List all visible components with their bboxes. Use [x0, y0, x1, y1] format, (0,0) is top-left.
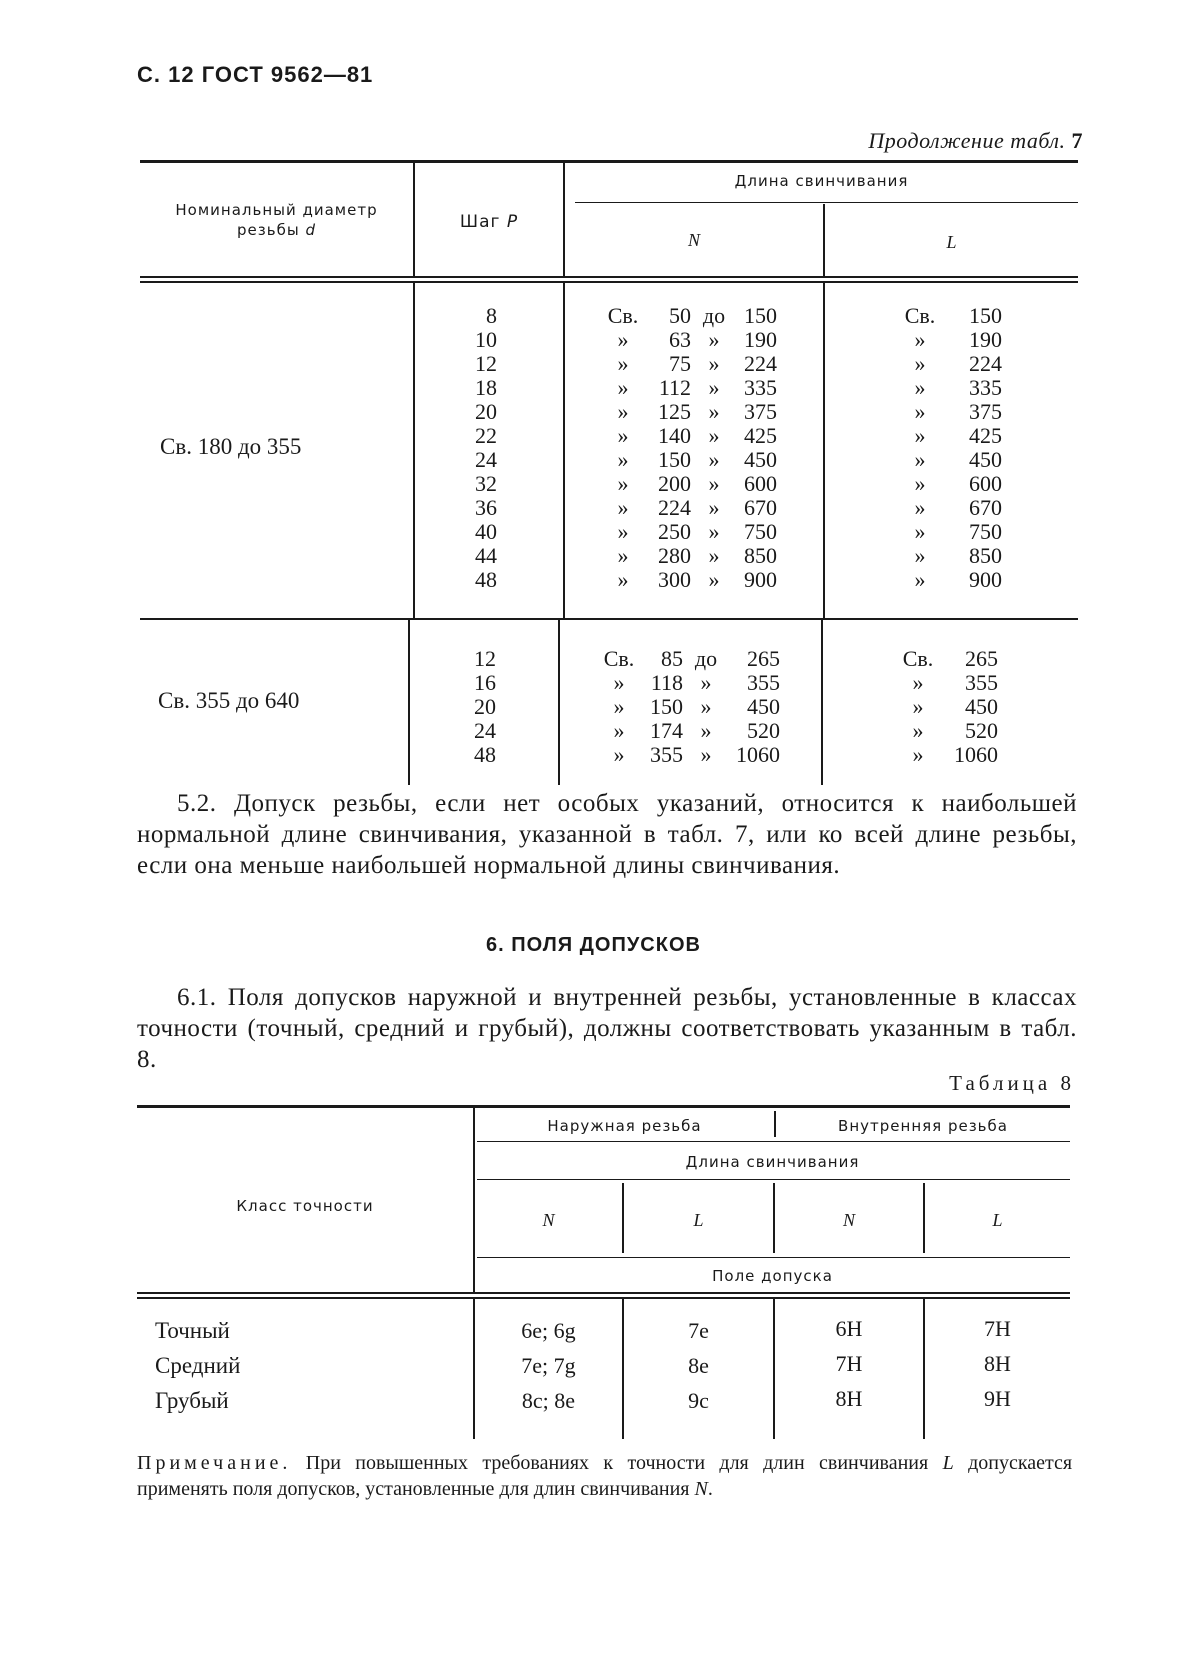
table8-header-inner: Внутренняя резьба	[838, 1117, 1008, 1135]
group2-l-prefix-cell: »	[912, 670, 924, 695]
group1-n-to-cell: 190	[744, 327, 777, 352]
group1-n-to-cell: 670	[744, 495, 777, 520]
group1-pitch-cell: 32	[475, 471, 497, 496]
group2-n-prefix-cell: »	[613, 670, 625, 695]
table8-row1-inner-l: 7H	[984, 1316, 1011, 1341]
group1-n-to-cell: 335	[744, 375, 777, 400]
table7-vrule-1c	[408, 620, 410, 785]
group1-pitch-cell: 24	[475, 447, 497, 472]
table7-head-rule-1	[140, 276, 1078, 278]
table7-header-n: N	[687, 230, 700, 250]
table8-row2-inner-n: 7H	[835, 1351, 863, 1376]
group1-l-value-cell: 150	[969, 303, 1002, 328]
group1-n-prefix-cell: »	[617, 399, 629, 424]
table8-row2-class: Средний	[155, 1353, 241, 1378]
group1-l-value-cell: 850	[969, 543, 1002, 568]
group1-n-sep-cell: »	[708, 399, 720, 424]
page-header: С. 12 ГОСТ 9562—81	[137, 62, 374, 87]
group2-n-sep-cell: »	[700, 742, 712, 767]
group1-l-prefix-cell: »	[914, 495, 926, 520]
group1-n-to-cell: 150	[744, 303, 777, 328]
group2-pitch-cell: 12	[474, 646, 496, 671]
group2-n-to-cell: 450	[747, 694, 780, 719]
group2-n-to-cell: 355	[747, 670, 780, 695]
table8-caption: Таблица 8	[949, 1071, 1075, 1095]
group1-n-prefix-cell: »	[617, 495, 629, 520]
header-diameter-line1: Номинальный диаметр	[175, 201, 378, 219]
table7-head-rule-2	[140, 281, 1078, 283]
table8-header-inner-l: L	[992, 1210, 1003, 1230]
group1-n-sep-cell: »	[708, 447, 720, 472]
group2-n-from-cell: 150	[650, 694, 683, 719]
group1-n-from-cell: 75	[669, 351, 691, 376]
group2-n-prefix-cell: »	[613, 742, 625, 767]
table7-top-rule	[140, 160, 1078, 163]
group2-l-prefix-cell: »	[912, 694, 924, 719]
group1-n-from-cell: 150	[658, 447, 691, 472]
group1-l-value-cell: 450	[969, 447, 1002, 472]
table8-row1-outer-l: 7e	[688, 1318, 709, 1343]
table8-row1-class: Точный	[155, 1318, 230, 1343]
group1-n-prefix-cell: »	[617, 519, 629, 544]
group2-pitch-cell: 48	[474, 742, 496, 767]
group2-l-value-cell: 355	[965, 670, 998, 695]
table8-note	[137, 1450, 1072, 1502]
group1-n-from-cell: 63	[669, 327, 691, 352]
group1-l-prefix-cell: »	[914, 327, 926, 352]
group2-l-prefix-column	[893, 647, 943, 767]
group1-n-to-cell: 600	[744, 471, 777, 496]
group1-pitch-cell: 44	[475, 543, 497, 568]
group1-l-prefix-cell: »	[914, 423, 926, 448]
table7-vrule-2b	[563, 283, 565, 618]
group1-pitch-cell: 8	[486, 303, 497, 328]
table8-rule-3	[477, 1179, 1070, 1180]
group1-diameter: Св. 180 до 355	[160, 434, 302, 459]
group2-diameter: Св. 355 до 640	[158, 688, 300, 713]
table8-row1-outer-n: 6e; 6g	[521, 1318, 576, 1343]
group2-l-value-cell: 520	[965, 718, 998, 743]
table8-row3-outer-l: 9c	[688, 1388, 709, 1413]
group2-n-sep-cell: »	[700, 670, 712, 695]
group2-n-sep-column	[685, 647, 727, 767]
group1-pitch-column	[440, 304, 497, 592]
table7-continuation	[868, 128, 1083, 154]
group2-l-value-cell: 1060	[954, 742, 998, 767]
group2-n-from-cell: 118	[650, 670, 683, 695]
group1-l-value-cell: 375	[969, 399, 1002, 424]
header-diameter-word: резьбы	[237, 221, 300, 239]
paragraph-6-1-text: 6.1. Поля допусков наружной и внутренней резьбы, установленные в классах точности (точный, средний и грубый), должны соответствовать указанным в табл. 8.	[137, 984, 1077, 1073]
group1-l-prefix-cell: »	[914, 543, 926, 568]
group1-l-value-cell: 335	[969, 375, 1002, 400]
paragraph-6-1	[137, 982, 1077, 1075]
header-diameter-var: d	[305, 221, 316, 239]
table8-row2-outer-n: 7e; 7g	[521, 1353, 576, 1378]
group1-n-from-column	[640, 304, 691, 592]
group1-n-prefix-cell: »	[617, 327, 629, 352]
group1-n-sep-cell: »	[708, 495, 720, 520]
table7-vrule-2c	[558, 620, 560, 785]
group1-n-prefix-cell: »	[617, 351, 629, 376]
group2-l-prefix-cell: »	[912, 718, 924, 743]
group2-n-from-cell: 85	[661, 646, 683, 671]
group1-n-sep-cell: до	[702, 303, 726, 328]
table8-head-rule-1	[137, 1292, 1070, 1294]
table8-header-outer-l: L	[693, 1210, 704, 1230]
group1-pitch-cell: 40	[475, 519, 497, 544]
group2-n-prefix-cell: Св.	[603, 646, 635, 671]
table8-row3-outer-n: 8c; 8e	[521, 1388, 576, 1413]
table7-vrule-1b	[413, 283, 415, 618]
group2-n-from-cell: 355	[650, 742, 683, 767]
group2-n-from-column	[640, 647, 683, 767]
table8-header-length: Длина свинчивания	[685, 1153, 860, 1171]
group1-l-value-cell: 900	[969, 567, 1002, 592]
group1-n-sep-cell: »	[708, 567, 720, 592]
note-label: Примечание.	[137, 1452, 292, 1474]
group2-pitch-column	[440, 647, 496, 767]
group1-n-from-cell: 125	[658, 399, 691, 424]
group2-n-prefix-cell: »	[613, 694, 625, 719]
group1-n-to-cell: 450	[744, 447, 777, 472]
header-pitch-var: P	[506, 212, 519, 232]
group1-l-prefix-column	[895, 304, 945, 592]
paragraph-5-2-text: 5.2. Допуск резьбы, если нет особых указаний, относится к наибольшей нормальной длине свинчивания, указанной в табл. 7, или ко всей длине резьбы, если она меньше наибольшей нормальной длины свинчивания.	[137, 790, 1077, 879]
group1-n-sep-cell: »	[708, 519, 720, 544]
group1-n-sep-column	[693, 304, 735, 592]
group2-pitch-cell: 16	[474, 670, 496, 695]
group1-pitch-cell: 18	[475, 375, 497, 400]
group1-pitch-cell: 10	[475, 327, 497, 352]
group1-n-sep-cell: »	[708, 471, 720, 496]
group1-n-to-cell: 750	[744, 519, 777, 544]
group1-pitch-cell: 20	[475, 399, 497, 424]
group1-pitch-cell: 48	[475, 567, 497, 592]
group2-pitch-cell: 20	[474, 694, 496, 719]
group2-l-prefix-cell: »	[912, 742, 924, 767]
group1-l-value-cell: 750	[969, 519, 1002, 544]
group1-n-prefix-cell: »	[617, 447, 629, 472]
group2-n-to-cell: 265	[747, 646, 780, 671]
group1-l-value-cell: 224	[969, 351, 1002, 376]
header-diameter-line2	[140, 220, 413, 240]
group1-n-to-column	[730, 304, 777, 592]
group2-n-sep-cell: до	[694, 646, 718, 671]
group1-l-prefix-cell: »	[914, 567, 926, 592]
group1-n-from-cell: 140	[658, 423, 691, 448]
continuation-number: 7	[1071, 128, 1083, 153]
group1-pitch-cell: 36	[475, 495, 497, 520]
group1-n-sep-cell: »	[708, 327, 720, 352]
group2-pitch-cell: 24	[474, 718, 496, 743]
header-pitch-word: Шаг	[459, 212, 501, 232]
group1-n-prefix-cell: »	[617, 543, 629, 568]
group1-l-prefix-cell: »	[914, 471, 926, 496]
group1-n-to-cell: 375	[744, 399, 777, 424]
group2-l-value-cell: 265	[965, 646, 998, 671]
group1-l-prefix-cell: »	[914, 447, 926, 472]
note-text-c: .	[707, 1478, 713, 1500]
table7-vrule-3c	[821, 620, 823, 785]
continuation-label: Продолжение табл.	[868, 128, 1066, 153]
table8-header-outer-n: N	[542, 1210, 555, 1230]
group2-n-prefix-column	[594, 647, 644, 767]
group1-n-sep-cell: »	[708, 351, 720, 376]
group1-l-prefix-cell: Св.	[904, 303, 936, 328]
table7-vrule-3b	[823, 283, 825, 618]
group1-n-from-cell: 224	[658, 495, 691, 520]
group2-n-from-cell: 174	[650, 718, 683, 743]
group1-l-prefix-cell: »	[914, 399, 926, 424]
group2-n-sep-cell: »	[700, 718, 712, 743]
table8-header-class: Класс точности	[236, 1197, 374, 1215]
group1-l-value-cell: 425	[969, 423, 1002, 448]
table8-row2-outer-l: 8e	[688, 1353, 709, 1378]
group1-n-to-cell: 850	[744, 543, 777, 568]
table7-header-length: Длина свинчивания	[734, 172, 909, 190]
group1-n-sep-cell: »	[708, 423, 720, 448]
table8-row3-inner-l: 9H	[984, 1386, 1011, 1411]
group1-n-prefix-cell: »	[617, 471, 629, 496]
group1-n-to-cell: 900	[744, 567, 777, 592]
group1-n-from-cell: 200	[658, 471, 691, 496]
table7-length-rule	[575, 202, 1078, 203]
table7-header-l: L	[946, 232, 957, 252]
group1-n-to-cell: 425	[744, 423, 777, 448]
table8-header-field: Поле допуска	[712, 1267, 833, 1285]
table8-rule-4	[477, 1257, 1070, 1258]
group1-n-prefix-cell: »	[617, 567, 629, 592]
group1-n-sep-cell: »	[708, 375, 720, 400]
group1-n-from-cell: 112	[658, 375, 691, 400]
group1-n-from-cell: 280	[658, 543, 691, 568]
group1-l-prefix-cell: »	[914, 351, 926, 376]
group1-n-sep-cell: »	[708, 543, 720, 568]
paragraph-5-2	[137, 788, 1077, 881]
group1-l-prefix-cell: »	[914, 519, 926, 544]
group1-n-prefix-cell: »	[617, 375, 629, 400]
table8-header-inner-n: N	[842, 1210, 855, 1230]
group1-l-value-cell: 600	[969, 471, 1002, 496]
table8-row3-class: Грубый	[155, 1388, 229, 1413]
group1-l-prefix-cell: »	[914, 375, 926, 400]
group1-n-prefix-cell: »	[617, 423, 629, 448]
group1-pitch-cell: 22	[475, 423, 497, 448]
group1-pitch-cell: 12	[475, 351, 497, 376]
table7-header-pitch	[415, 212, 563, 232]
table8-head-rule-2	[137, 1297, 1070, 1299]
table8-header-outer: Наружная резьба	[547, 1117, 702, 1135]
group1-n-from-cell: 250	[658, 519, 691, 544]
table8-row2-inner-l: 8H	[984, 1351, 1011, 1376]
table8-rule-2	[477, 1141, 1070, 1142]
group1-n-prefix-cell: Св.	[607, 303, 639, 328]
note-var-l: L	[942, 1452, 954, 1474]
table8-row1-inner-n: 6H	[835, 1316, 863, 1341]
section-6-title: 6. ПОЛЯ ДОПУСКОВ	[486, 934, 701, 956]
note-text-a: При повышенных требованиях к точности для длин свинчивания	[305, 1452, 929, 1474]
table7-group-rule	[140, 618, 1078, 620]
group2-l-value-column	[940, 647, 998, 767]
group2-n-prefix-cell: »	[613, 718, 625, 743]
note-var-n: N	[694, 1478, 708, 1500]
table8-top-rule	[137, 1105, 1070, 1108]
group2-n-to-column	[725, 647, 780, 767]
group1-l-value-cell: 670	[969, 495, 1002, 520]
group1-l-value-column	[950, 304, 1002, 592]
table8-row3-inner-n: 8H	[835, 1386, 863, 1411]
group1-n-from-cell: 300	[658, 567, 691, 592]
group1-l-value-cell: 190	[969, 327, 1002, 352]
group2-n-to-cell: 1060	[736, 742, 780, 767]
group2-l-prefix-cell: Св.	[902, 646, 934, 671]
group1-n-to-cell: 224	[744, 351, 777, 376]
note-text-b: допускается применять поля допусков, установленные для длин свинчивания	[137, 1452, 1073, 1500]
table7-header-diameter	[140, 200, 413, 240]
group2-l-value-cell: 450	[965, 694, 998, 719]
group2-n-sep-cell: »	[700, 694, 712, 719]
group1-n-from-cell: 50	[669, 303, 691, 328]
group2-n-to-cell: 520	[747, 718, 780, 743]
